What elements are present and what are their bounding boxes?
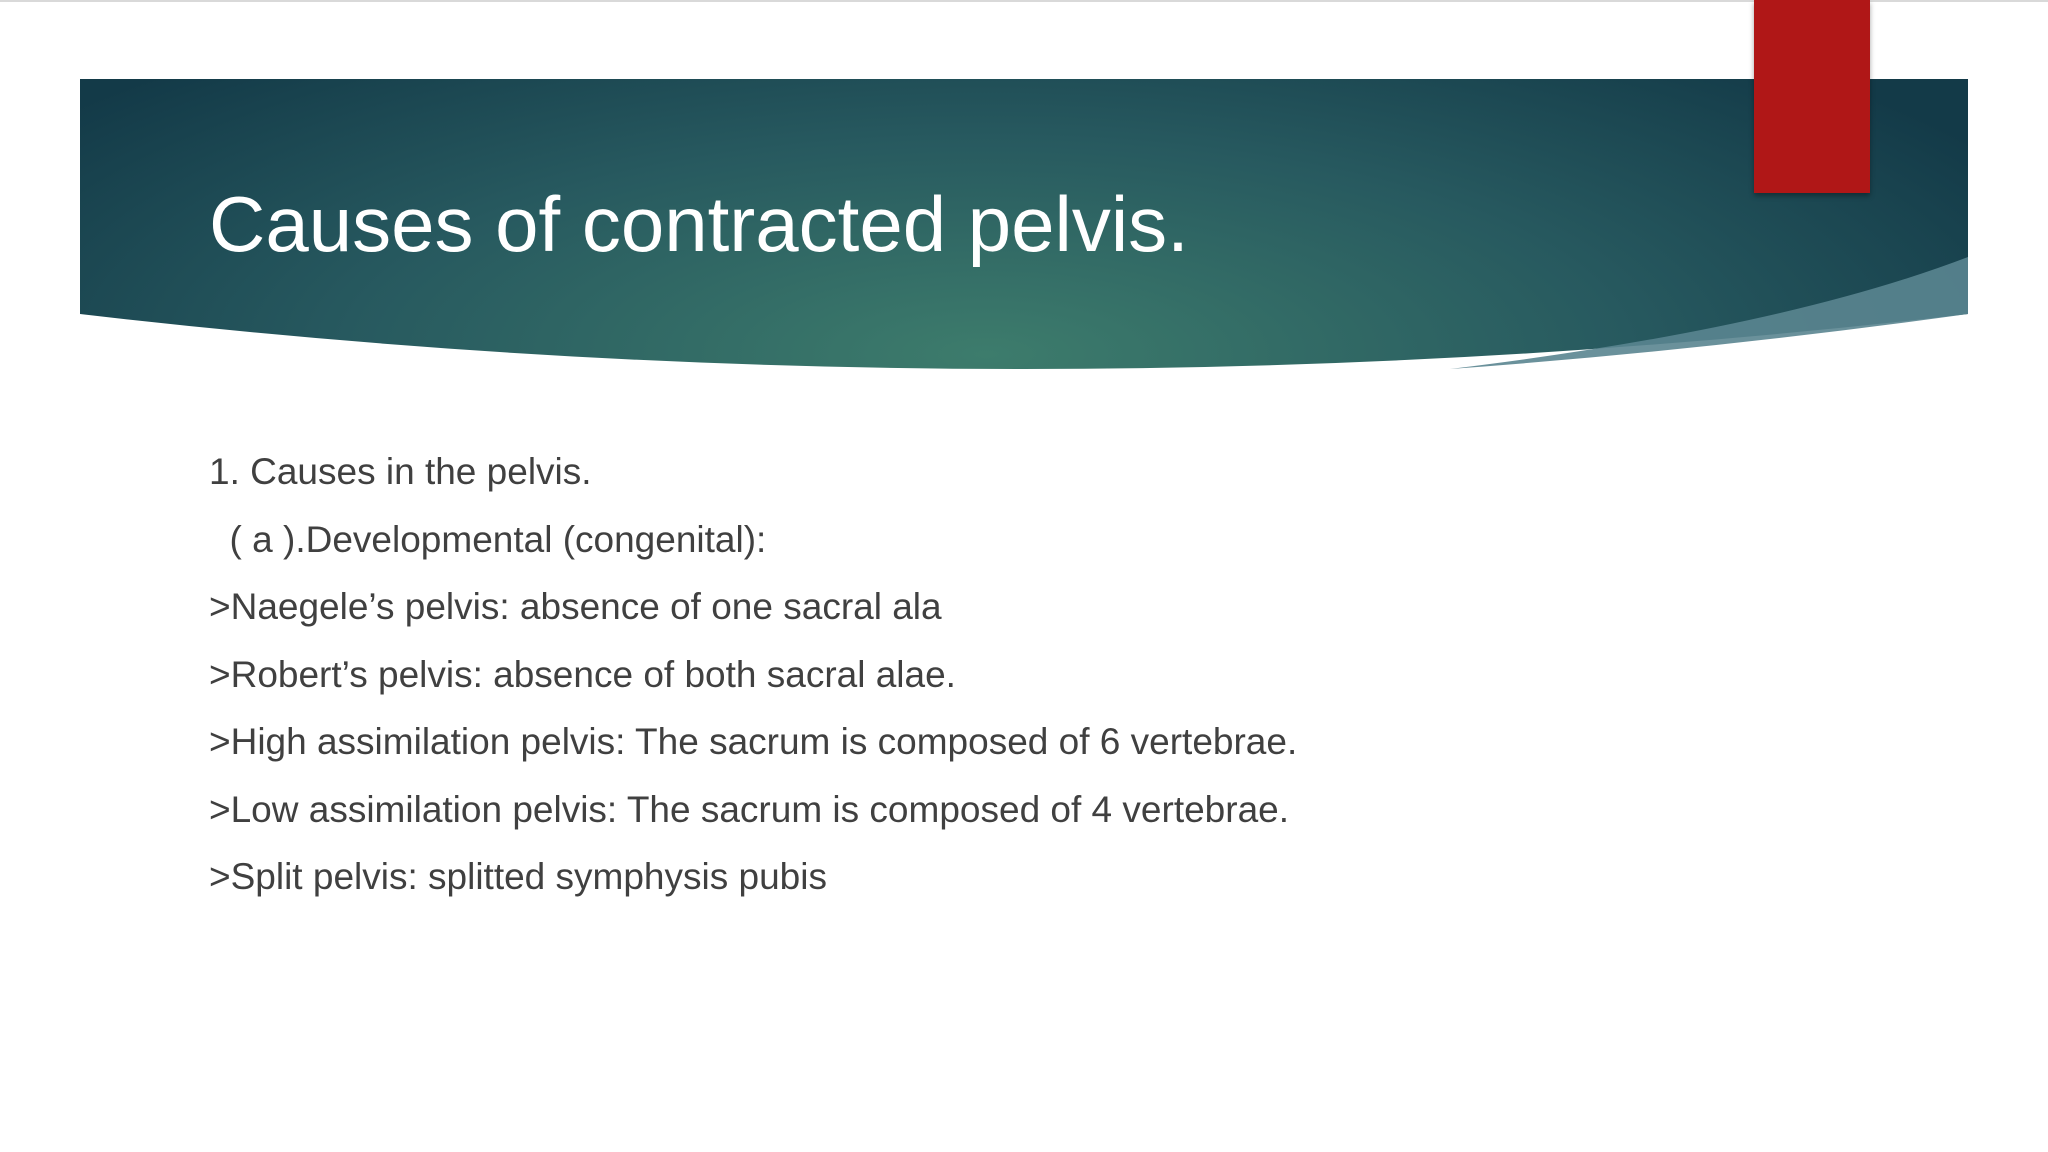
list-item: ( a ).Developmental (congenital): [209,518,767,560]
list-item: 1. Causes in the pelvis. [209,451,592,492]
list-item: >Split pelvis: splitted symphysis pubis [209,856,827,897]
list-item: >Robert’s pelvis: absence of both sacral alae. [209,653,956,695]
red-bookmark-ribbon [1754,0,1870,193]
list-item: >Naegele’s pelvis: absence of one sacral ala [209,586,942,627]
top-border-line [0,0,2048,2]
slide-body-list [209,438,1297,911]
list-item: >Low assimilation pelvis: The sacrum is composed of 4 vertebrae. [209,788,1290,830]
list-item: >High assimilation pelvis: The sacrum is composed of 6 vertebrae. [209,721,1298,762]
slide-title: Causes of contracted pelvis. [209,180,1189,268]
